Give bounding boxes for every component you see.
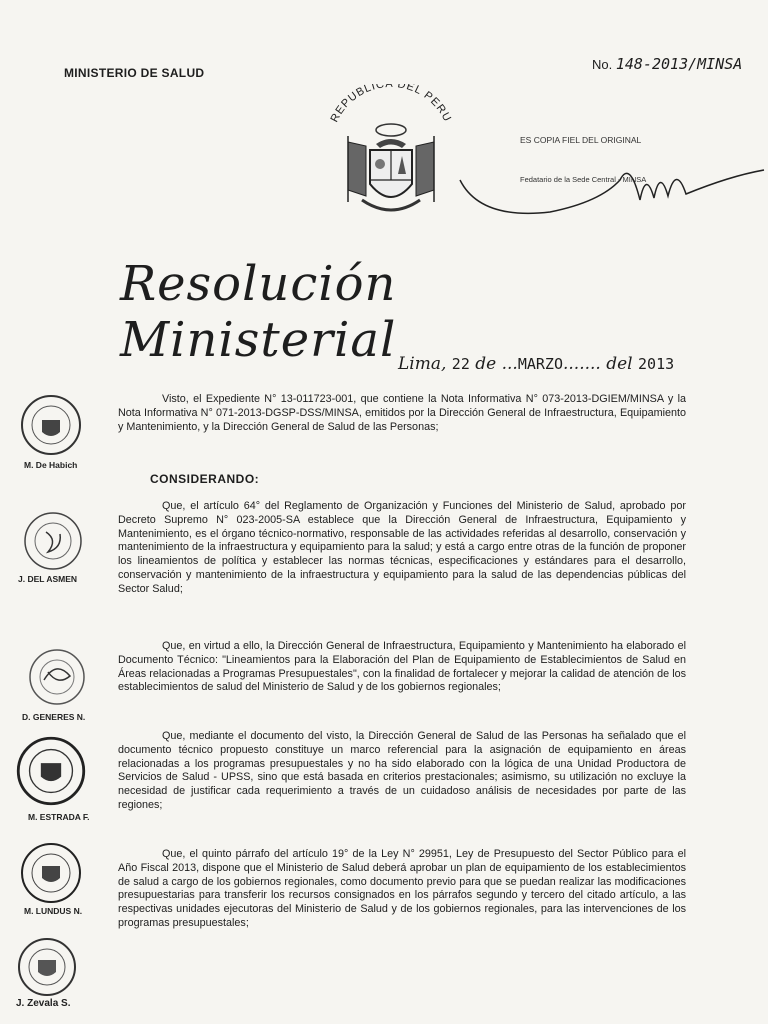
considerando-heading: CONSIDERANDO: bbox=[150, 472, 260, 486]
date-month: MARZO bbox=[517, 355, 563, 373]
considerando-paragraph-2 bbox=[118, 640, 686, 695]
seal-caption-6: J. Zevala S. bbox=[16, 998, 71, 1009]
margin-seal-6 bbox=[16, 936, 78, 1003]
date-year: 2013 bbox=[638, 355, 675, 373]
seal-caption-3: D. GENERES N. bbox=[22, 712, 86, 722]
svg-text:REPUBLICA DEL PERU bbox=[329, 84, 454, 124]
signature-stroke bbox=[440, 140, 766, 230]
paragraph-2-text: Que, en virtud a ello, la Dirección General de Infraestructura, Equipamiento y Mantenimiento ha elaborado el Documento Técnico: "Lineamientos para la Elaboración del Plan de Equipamiento de Establecimientos de Salud en Áreas relacionadas a Programas Presupuestales", con la finalidad de fortalecer y mejorar la calidad de atención de los establecimientos de salud del Ministerio de Salud y de los gobiernos regionales; bbox=[118, 640, 686, 694]
resolution-number bbox=[592, 55, 742, 73]
seal-stamp-icon bbox=[20, 842, 82, 904]
date-de: de bbox=[475, 354, 497, 374]
crest-arc-text: REPUBLICA DEL PERU bbox=[328, 84, 454, 125]
paragraph-4-text: Que, el quinto párrafo del artículo 19° de la Ley N° 29951, Ley de Presupuesto del Sector Público para el Año Fiscal 2013, dispone que el Ministerio de Salud deberá aprobar un plan de equipamiento de los establecimientos de salud a cargo de los gobiernos regionales, como documento previo para que se puedan realizar las modificaciones presupuestarias para transferir los recursos consignados en los párrafos segundo y tercero del citado artículo, a las respectivas unidades ejecutoras del Ministerio de Salud y de los gobiernos regionales, para las intervenciones de los programas presupuestales; bbox=[118, 848, 686, 929]
stamp-title: ES COPIA FIEL DEL ORIGINAL bbox=[520, 135, 642, 145]
seal-caption-5: M. LUNDUS N. bbox=[24, 906, 83, 916]
margin-seal-4 bbox=[16, 736, 86, 811]
seal-stamp-icon bbox=[16, 936, 78, 998]
seal-caption-4: M. ESTRADA F. bbox=[28, 812, 90, 822]
seal-stamp-icon bbox=[20, 394, 82, 456]
ministry-name: MINISTERIO DE SALUD bbox=[64, 66, 205, 80]
document-title: Resolución Ministerial bbox=[120, 256, 397, 368]
date-place: Lima, bbox=[398, 354, 447, 374]
seal-stamp-icon bbox=[26, 646, 88, 708]
seal-stamp-icon bbox=[22, 510, 84, 572]
considerando-paragraph-4 bbox=[118, 848, 686, 931]
paragraph-3-text: Que, mediante el documento del visto, la Dirección General de Salud de las Personas ha señalado que el documento técnico propuesto constituye un marco referencial para la asignación de equipamiento en áreas relacionadas a los programas presupuestales y no ha sido elaborado con la lógica de una Unidad Productora de Servicios de Salud - UPSS, sino que está basada en criterios prestacionales; asimismo, su utilización no excluye la necesidad de justificar cada requerimiento a través de un cuidadoso análisis de necesidades por parte de las regiones; bbox=[118, 730, 686, 811]
date-del: del bbox=[606, 354, 633, 374]
date-day: 22 bbox=[451, 355, 470, 373]
seal-stamp-icon bbox=[16, 736, 86, 806]
resolution-number-value: 148-2013/MINSA bbox=[615, 55, 743, 73]
resolution-number-prefix: No. bbox=[592, 57, 613, 72]
paragraph-1-text: Que, el artículo 64° del Reglamento de Organización y Funciones del Ministerio de Salud, aprobado por Decreto Supremo N° 023-2005-SA establece que la Dirección General de Infraestructura, Equipamiento y Mantenimiento, es el órgano técnico-normativo, responsable de las actividades referidas al desarrollo, conservación y mantenimiento de la infraestructura y equipamiento para la salud; y está a cargo entre otras de la función de proponer los lineamientos de política y establecer las normas técnicas, especificaciones y estándares para el desarrollo, conservación y mantenimiento de la infraestructura y equipamiento para la salud de las dependencias públicas del Sector Salud; bbox=[118, 500, 686, 595]
margin-seal-2 bbox=[22, 510, 84, 577]
considerando-paragraph-1 bbox=[118, 500, 686, 597]
margin-seal-3 bbox=[26, 646, 88, 713]
dateline: Lima, 22 de ...MARZO....... del 2013 bbox=[398, 354, 675, 374]
margin-seal-5 bbox=[20, 842, 82, 909]
visto-text: Visto, el Expediente N° 13-011723-001, que contiene la Nota Informativa N° 073-2013-DGIEM/MINSA y la Nota Informativa N° 071-2013-DGSP-DSS/MINSA, emitidos por la Dirección General de Infraestructura, Equipamiento y Mantenimiento, y la Dirección General de Salud de las Personas; bbox=[118, 393, 686, 433]
seal-caption-2: J. DEL ASMEN bbox=[18, 574, 78, 584]
margin-seal-1 bbox=[20, 394, 82, 461]
visto-paragraph bbox=[118, 393, 686, 434]
seal-caption-1: M. De Habich bbox=[24, 460, 78, 470]
stamp-subtitle: Fedatario de la Sede Central - MINSA bbox=[520, 175, 647, 184]
considerando-paragraph-3 bbox=[118, 730, 686, 813]
